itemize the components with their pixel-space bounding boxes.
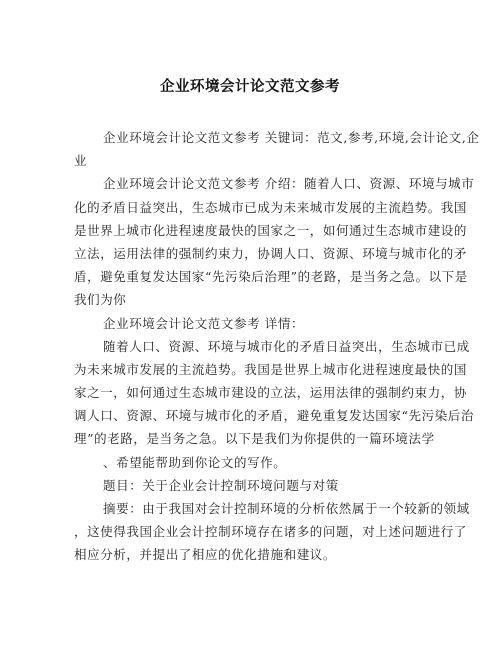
text-line: 、希望能帮助到你论文的写作。 [103,454,287,470]
text-line: 相应分析，并提出了相应的优化措施和建议。 [74,547,337,563]
text-line: 题目：关于企业会计控制环境问题与对策 [103,477,339,493]
text-line: 立法，运用法律的强制约束力，协调人口、资源、环境与城市化的矛 [74,245,468,261]
text-line: 企业环境会计论文范文参考 关键词：范文,参考,环境,会计论文,企 [103,130,480,145]
text-line: 业 [74,153,88,169]
text-line: 是世界上城市化进程速度最快的国家之一，如何通过生态城市建设的 [74,222,468,238]
text-line: 盾，避免重复发达国家“先污染后治理”的老路，是当务之急。以下是 [74,269,468,285]
document-title: 企业环境会计论文范文参考 [160,79,340,95]
text-line: 理”的老路，是当务之急。以下是我们为你提供的一篇环境法学 [74,431,435,447]
document-body [74,126,480,567]
text-line: 企业环境会计论文范文参考 介绍：随着人口、资源、环境与城市 [103,176,475,192]
text-line: 为未来城市发展的主流趋势。我国是世界上城市化进程速度最快的国 [74,361,468,377]
text-line: 调人口、资源、环境与城市化的矛盾，避免重复发达国家“先污染后治 [74,408,474,424]
text-line: 化的矛盾日益突出，生态城市已成为未来城市发展的主流趋势。我国 [74,199,468,215]
text-line: 家之一，如何通过生态城市建设的立法，运用法律的强制约束力，协 [74,385,468,401]
text-line: ，这使得我国企业会计控制环境存在诸多的问题，对上述问题进行了 [74,524,468,540]
text-line: 企业环境会计论文范文参考 详情： [103,315,305,331]
text-line: 摘要：由于我国对会计控制环境的分析依然属于一个较新的领域 [103,501,470,516]
text-line: 我们为你 [74,292,127,308]
text-line: 随着人口、资源、环境与城市化的矛盾日益突出，生态城市已成 [103,338,470,354]
